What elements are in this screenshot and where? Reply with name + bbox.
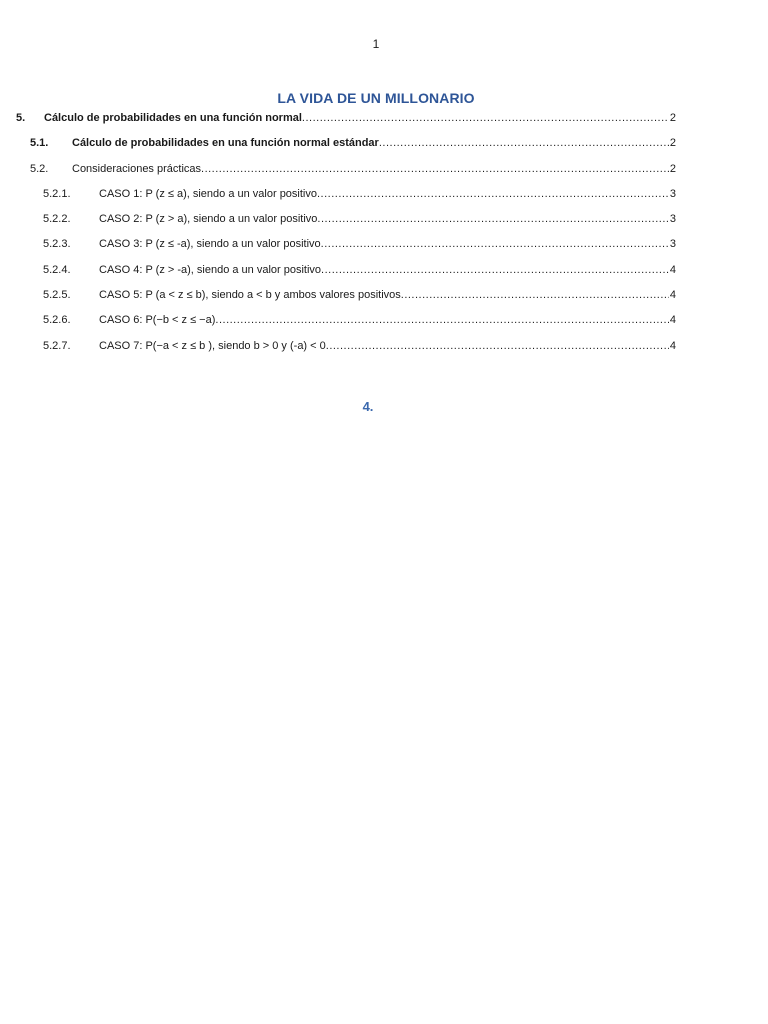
dot-leader bbox=[321, 263, 669, 278]
toc-entry-text: CASO 6: P(−b < z ≤ −a) bbox=[99, 314, 216, 327]
dot-leader bbox=[317, 187, 669, 202]
toc-entry-text: CASO 3: P (z ≤ -a), siendo a un valor positivo bbox=[99, 238, 321, 251]
toc-entry-page: 4 bbox=[669, 263, 676, 276]
toc-entry-body bbox=[99, 237, 676, 252]
toc-entry-5-2-5[interactable] bbox=[0, 288, 768, 313]
toc-entry-number: 5.2. bbox=[30, 162, 49, 175]
toc-entry-text: Cálculo de probabilidades en una función normal bbox=[44, 112, 302, 124]
toc-entry-number: 5.2.7. bbox=[43, 339, 71, 352]
toc-entry-5-2-3[interactable] bbox=[0, 237, 768, 262]
toc-entry-body bbox=[99, 263, 676, 278]
dot-leader bbox=[326, 339, 669, 354]
section-heading: 4. bbox=[362, 399, 374, 414]
toc-entry-text: Cálculo de probabilidades en una función normal estándar bbox=[72, 137, 379, 150]
toc-entry-5-2-4[interactable] bbox=[0, 263, 768, 288]
toc-entry-text: CASO 1: P (z ≤ a), siendo a un valor positivo bbox=[99, 187, 317, 200]
dot-leader bbox=[379, 136, 669, 151]
toc-entry-number: 5.2.6. bbox=[43, 314, 71, 327]
toc-entry-text: CASO 2: P (z > a), siendo a un valor positivo bbox=[99, 213, 318, 226]
table-of-contents bbox=[0, 111, 768, 364]
toc-entry-body bbox=[99, 313, 676, 328]
toc-entry-body bbox=[99, 212, 676, 227]
dot-leader bbox=[201, 162, 669, 177]
toc-entry-body bbox=[72, 136, 676, 151]
page-number: 1 bbox=[372, 37, 380, 51]
toc-entry-5-2-7[interactable] bbox=[0, 339, 768, 364]
toc-entry-page: 4 bbox=[669, 339, 676, 352]
dot-leader bbox=[302, 111, 669, 126]
toc-entry-number: 5.2.4. bbox=[43, 263, 71, 276]
toc-entry-5-2-1[interactable] bbox=[0, 187, 768, 212]
toc-entry-5-2[interactable] bbox=[0, 162, 768, 187]
toc-entry-number: 5.2.2. bbox=[43, 213, 71, 226]
dot-leader bbox=[401, 288, 669, 303]
toc-entry-page: 3 bbox=[669, 238, 676, 251]
toc-entry-body bbox=[44, 111, 676, 126]
dot-leader bbox=[321, 237, 669, 252]
toc-entry-text: Consideraciones prácticas bbox=[72, 162, 202, 175]
toc-entry-text: CASO 5: P (a < z ≤ b), siendo a < b y ambos valores positivos bbox=[99, 289, 401, 302]
toc-entry-number: 5.2.5. bbox=[43, 289, 71, 302]
toc-entry-page: 2 bbox=[669, 137, 676, 150]
toc-entry-page: 4 bbox=[669, 314, 676, 327]
toc-entry-5-1[interactable] bbox=[0, 136, 768, 161]
toc-entry-number: 5.2.3. bbox=[43, 238, 71, 251]
toc-entry-5-2-2[interactable] bbox=[0, 212, 768, 237]
document-title: LA VIDA DE UN MILLONARIO bbox=[277, 90, 475, 106]
toc-entry-text: CASO 4: P (z > -a), siendo a un valor positivo bbox=[99, 263, 322, 276]
toc-entry-page: 2 bbox=[669, 162, 676, 175]
toc-entry-5[interactable] bbox=[0, 111, 768, 136]
toc-entry-page: 3 bbox=[669, 187, 676, 200]
dot-leader bbox=[317, 212, 668, 227]
dot-leader bbox=[215, 313, 668, 328]
toc-entry-text: CASO 7: P(−a < z ≤ b ), siendo b > 0 y (-a) < 0 bbox=[99, 339, 326, 352]
toc-entry-number: 5.2.1. bbox=[43, 187, 71, 200]
toc-entry-body bbox=[99, 288, 676, 303]
toc-entry-page: 2 bbox=[669, 112, 676, 124]
toc-entry-body bbox=[72, 162, 676, 177]
toc-entry-5-2-6[interactable] bbox=[0, 313, 768, 338]
toc-entry-number: 5. bbox=[16, 112, 26, 124]
toc-entry-body bbox=[99, 339, 676, 354]
toc-entry-page: 3 bbox=[669, 213, 676, 226]
toc-entry-number: 5.1. bbox=[30, 137, 49, 150]
toc-entry-body bbox=[99, 187, 676, 202]
toc-entry-page: 4 bbox=[669, 289, 676, 302]
